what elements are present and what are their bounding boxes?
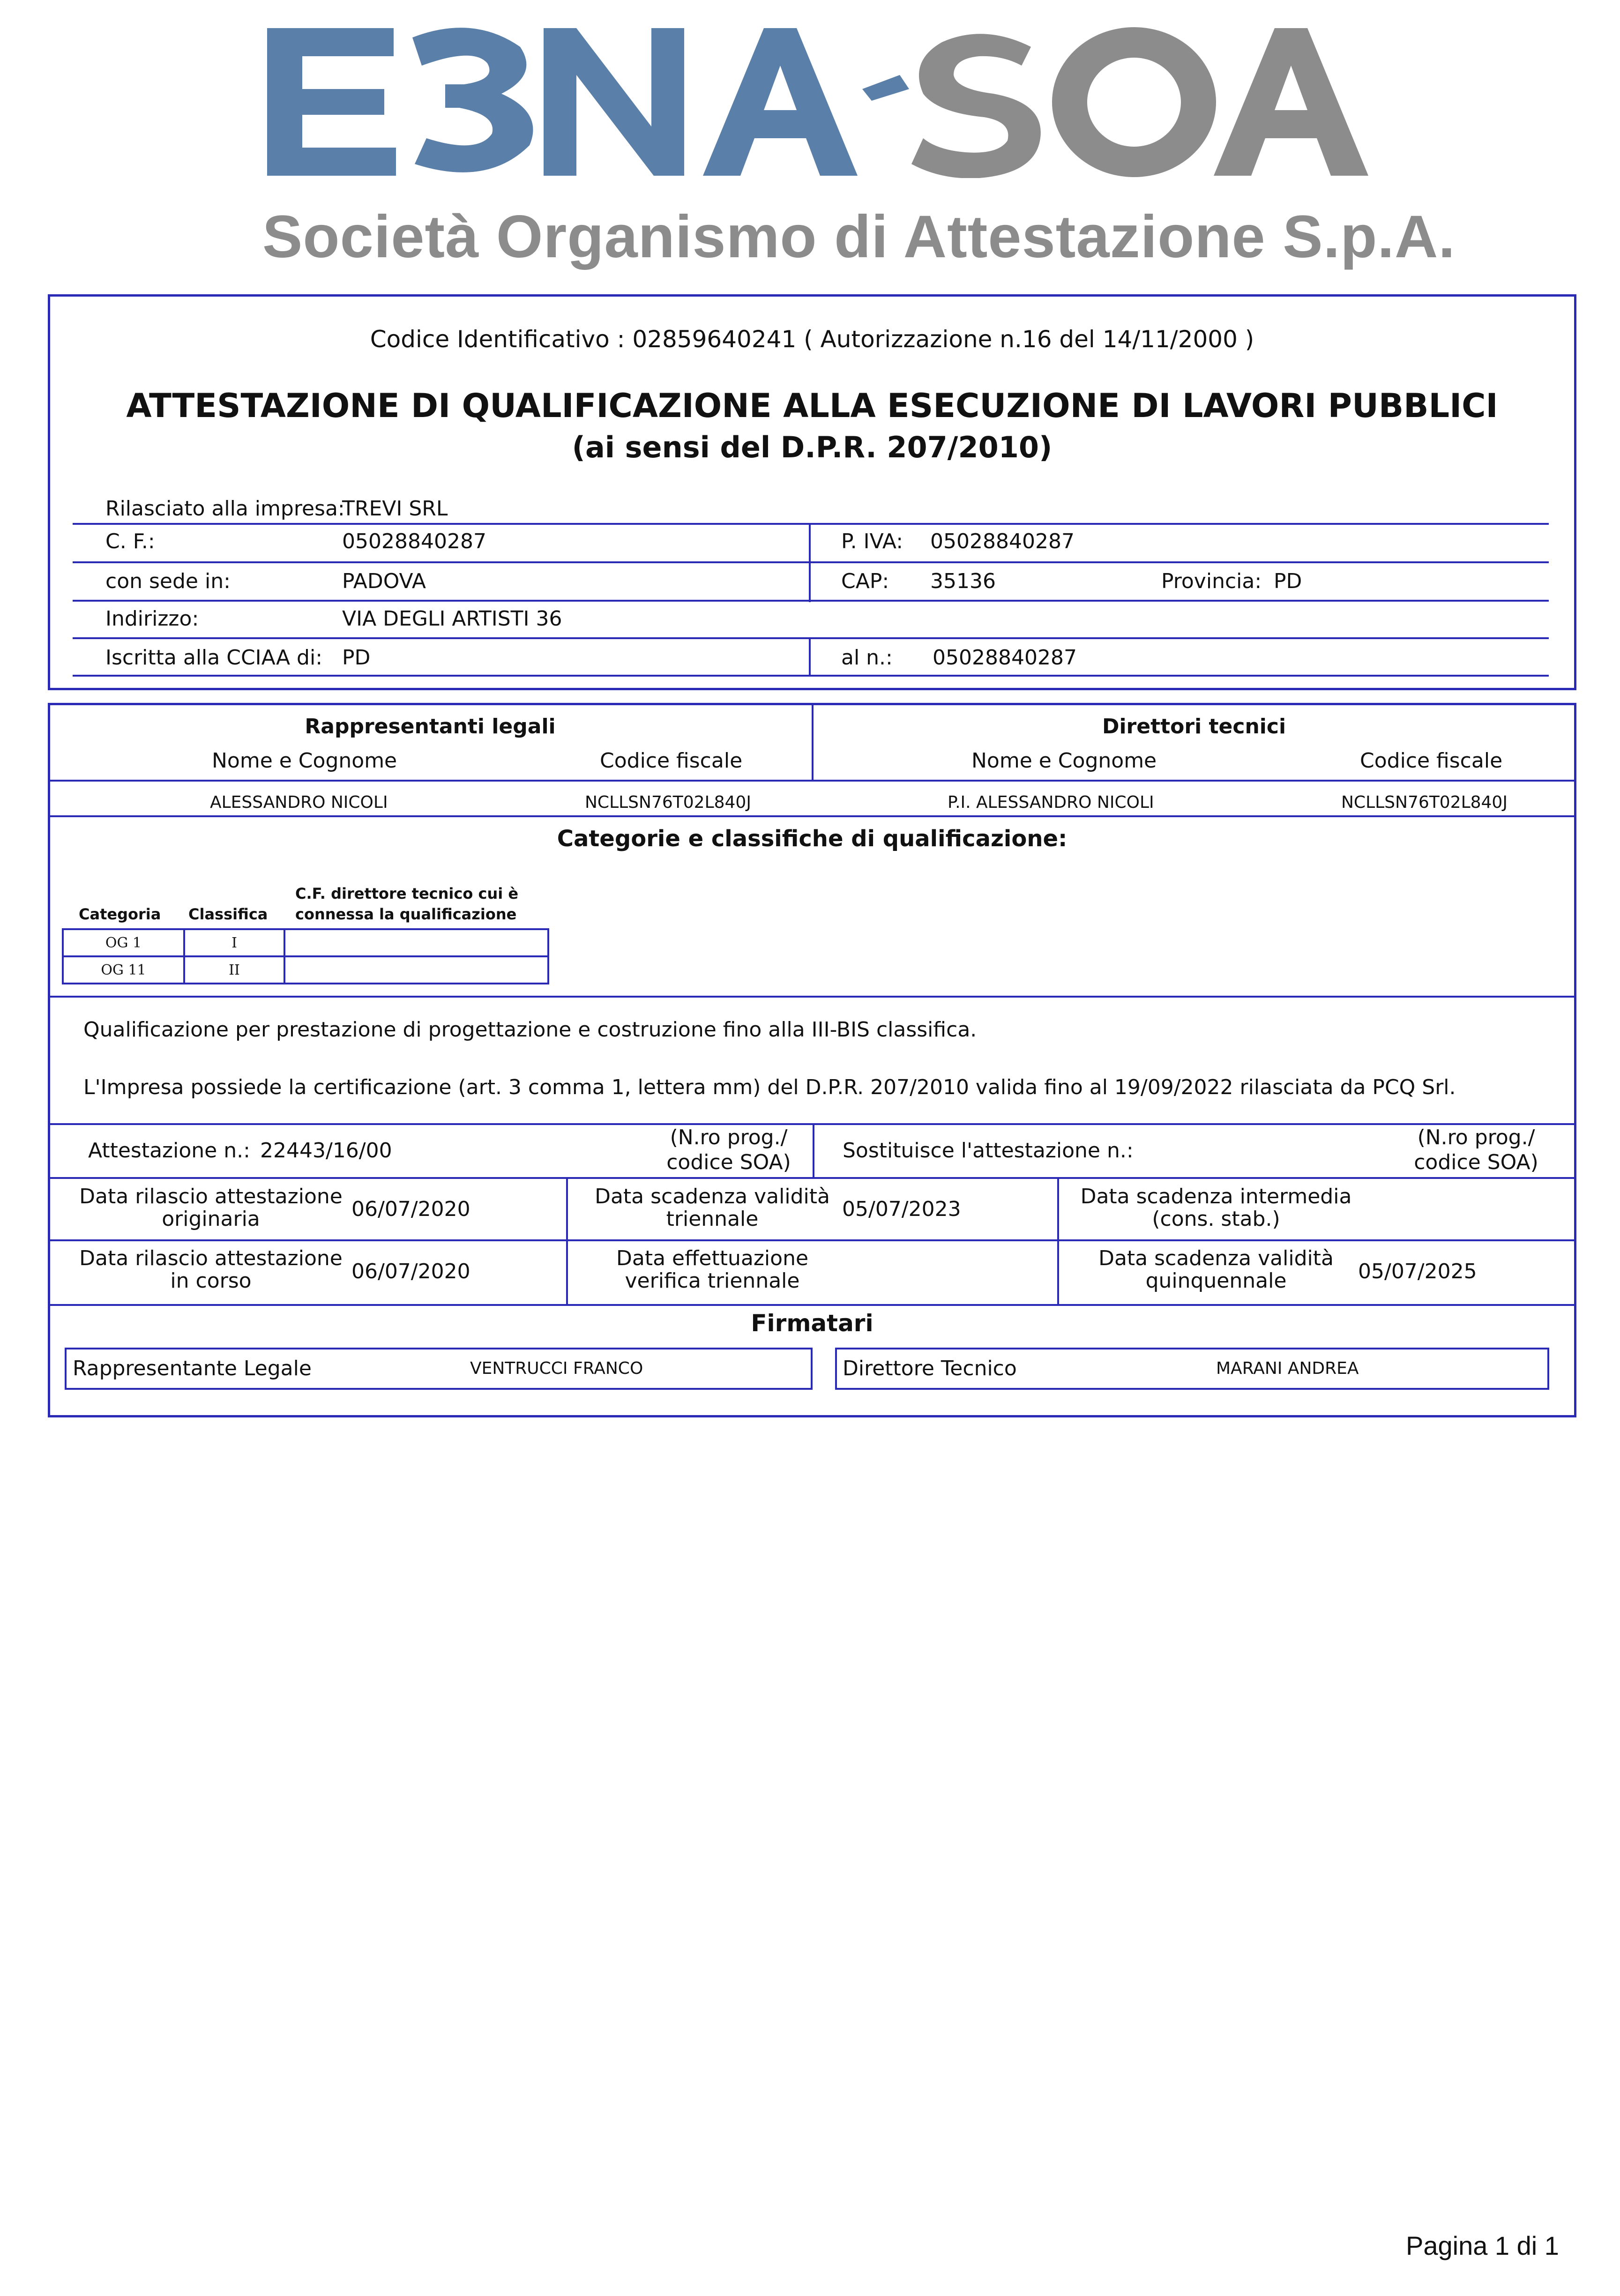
firmatari-heading: Firmatari xyxy=(751,1310,873,1337)
firma-dir-value: MARANI ANDREA xyxy=(1216,1359,1359,1378)
sede-label: con sede in: xyxy=(105,569,231,593)
firma-rapp-value: VENTRUCCI FRANCO xyxy=(470,1359,643,1378)
cf-value: 05028840287 xyxy=(342,529,486,553)
piva-value: 05028840287 xyxy=(930,529,1075,553)
cf-dir-header-2: connessa la qualificazione xyxy=(295,905,517,923)
cap-value: 35136 xyxy=(930,569,996,593)
dir-col-nome: Nome e Cognome xyxy=(971,749,1157,773)
categorie-heading: Categorie e classifiche di qualificazione: xyxy=(557,826,1068,852)
categoria-header: Categoria xyxy=(79,905,161,923)
scad-quinq-l1: Data scadenza validità xyxy=(1098,1246,1334,1270)
categoria-cell: OG 11 xyxy=(63,956,184,984)
table-row xyxy=(63,929,548,956)
scad-interm-l2: (cons. stab.) xyxy=(1152,1207,1280,1231)
aln-value: 05028840287 xyxy=(933,646,1077,670)
dir-nome: P.I. ALESSANDRO NICOLI xyxy=(948,793,1154,812)
rapp-col-nome: Nome e Cognome xyxy=(212,749,397,773)
dir-col-cf: Codice fiscale xyxy=(1360,749,1503,773)
scad-trien-l2: triennale xyxy=(666,1207,759,1231)
piva-label: P. IVA: xyxy=(841,529,903,553)
nro-prog-1a: (N.ro prog./ xyxy=(670,1126,788,1149)
scad-interm-l1: Data scadenza intermedia xyxy=(1080,1185,1352,1208)
cciaa-value: PD xyxy=(342,646,371,670)
nro-prog-2a: (N.ro prog./ xyxy=(1417,1126,1535,1149)
attestazione-label: Attestazione n.: xyxy=(88,1139,250,1163)
verifica-l1: Data effettuazione xyxy=(616,1246,809,1270)
provincia-label: Provincia: xyxy=(1161,569,1262,593)
document-title: ATTESTAZIONE DI QUALIFICAZIONE ALLA ESECUZIONE DI LAVORI PUBBLICI xyxy=(126,387,1498,425)
impresa-box xyxy=(48,294,1576,690)
categoria-cell: OG 1 xyxy=(63,929,184,956)
table-row xyxy=(63,956,548,984)
rilascio-corso-l2: in corso xyxy=(170,1269,252,1293)
classifica-header: Classifica xyxy=(188,905,268,923)
logo-subtitle: Società Organismo di Attestazione S.p.A. xyxy=(262,203,1456,270)
scad-quinq-value: 05/07/2025 xyxy=(1358,1260,1477,1283)
rilascio-corso-l1: Data rilascio attestazione xyxy=(79,1246,343,1270)
sostituisce-label: Sostituisce l'attestazione n.: xyxy=(843,1139,1134,1163)
rapp-cf: NCLLSN76T02L840J xyxy=(585,793,751,812)
rapp-nome: ALESSANDRO NICOLI xyxy=(210,793,388,812)
cciaa-label: Iscritta alla CCIAA di: xyxy=(105,646,323,670)
rappresentanti-heading: Rappresentanti legali xyxy=(305,715,556,738)
codice-identificativo: Codice Identificativo : 02859640241 ( Autorizzazione n.16 del 14/11/2000 ) xyxy=(370,326,1254,353)
scad-quinq-l2: quinquennale xyxy=(1145,1269,1287,1293)
direttori-heading: Direttori tecnici xyxy=(1102,715,1286,738)
cf-cell xyxy=(284,956,548,984)
indirizzo-label: Indirizzo: xyxy=(105,607,199,631)
firma-dir-label: Direttore Tecnico xyxy=(843,1357,1017,1380)
cf-cell xyxy=(284,929,548,956)
cap-label: CAP: xyxy=(841,569,889,593)
cf-dir-header-1: C.F. direttore tecnico cui è xyxy=(295,885,519,902)
nro-prog-1b: codice SOA) xyxy=(666,1150,791,1174)
classifica-cell: II xyxy=(184,956,284,984)
indirizzo-value: VIA DEGLI ARTISTI 36 xyxy=(342,607,562,631)
nro-prog-2b: codice SOA) xyxy=(1414,1150,1538,1174)
dir-cf: NCLLSN76T02L840J xyxy=(1341,793,1508,812)
attestazione-value: 22443/16/00 xyxy=(260,1139,392,1163)
rilascio-orig-l2: originaria xyxy=(162,1207,260,1231)
note-line-1: Qualificazione per prestazione di progettazione e costruzione fino alla III-BIS classifica. xyxy=(83,1018,977,1042)
categorie-table xyxy=(62,928,549,984)
esna-soa-logo xyxy=(253,19,1378,178)
page-number: Pagina 1 di 1 xyxy=(1406,2231,1559,2260)
rapp-col-cf: Codice fiscale xyxy=(600,749,743,773)
document-subtitle: (ai sensi del D.P.R. 207/2010) xyxy=(572,430,1053,464)
aln-label: al n.: xyxy=(841,646,893,670)
sede-value: PADOVA xyxy=(342,569,426,593)
rilascio-corso-value: 06/07/2020 xyxy=(351,1260,470,1283)
scad-trien-value: 05/07/2023 xyxy=(842,1197,961,1221)
verifica-l2: verifica triennale xyxy=(625,1269,800,1293)
rilasciato-label: Rilasciato alla impresa: xyxy=(105,497,345,521)
rilascio-orig-value: 06/07/2020 xyxy=(351,1197,470,1221)
rilascio-orig-l1: Data rilascio attestazione xyxy=(79,1185,343,1208)
classifica-cell: I xyxy=(184,929,284,956)
scad-trien-l1: Data scadenza validità xyxy=(595,1185,830,1208)
cf-label: C. F.: xyxy=(105,529,155,553)
rilasciato-value: TREVI SRL xyxy=(342,497,448,521)
note-line-2: L'Impresa possiede la certificazione (art. 3 comma 1, lettera mm) del D.P.R. 207/2010 valida fino al 19/09/2022 rilasciata da PCQ Srl. xyxy=(83,1075,1456,1099)
firma-rapp-label: Rappresentante Legale xyxy=(73,1357,312,1380)
provincia-value: PD xyxy=(1274,569,1302,593)
